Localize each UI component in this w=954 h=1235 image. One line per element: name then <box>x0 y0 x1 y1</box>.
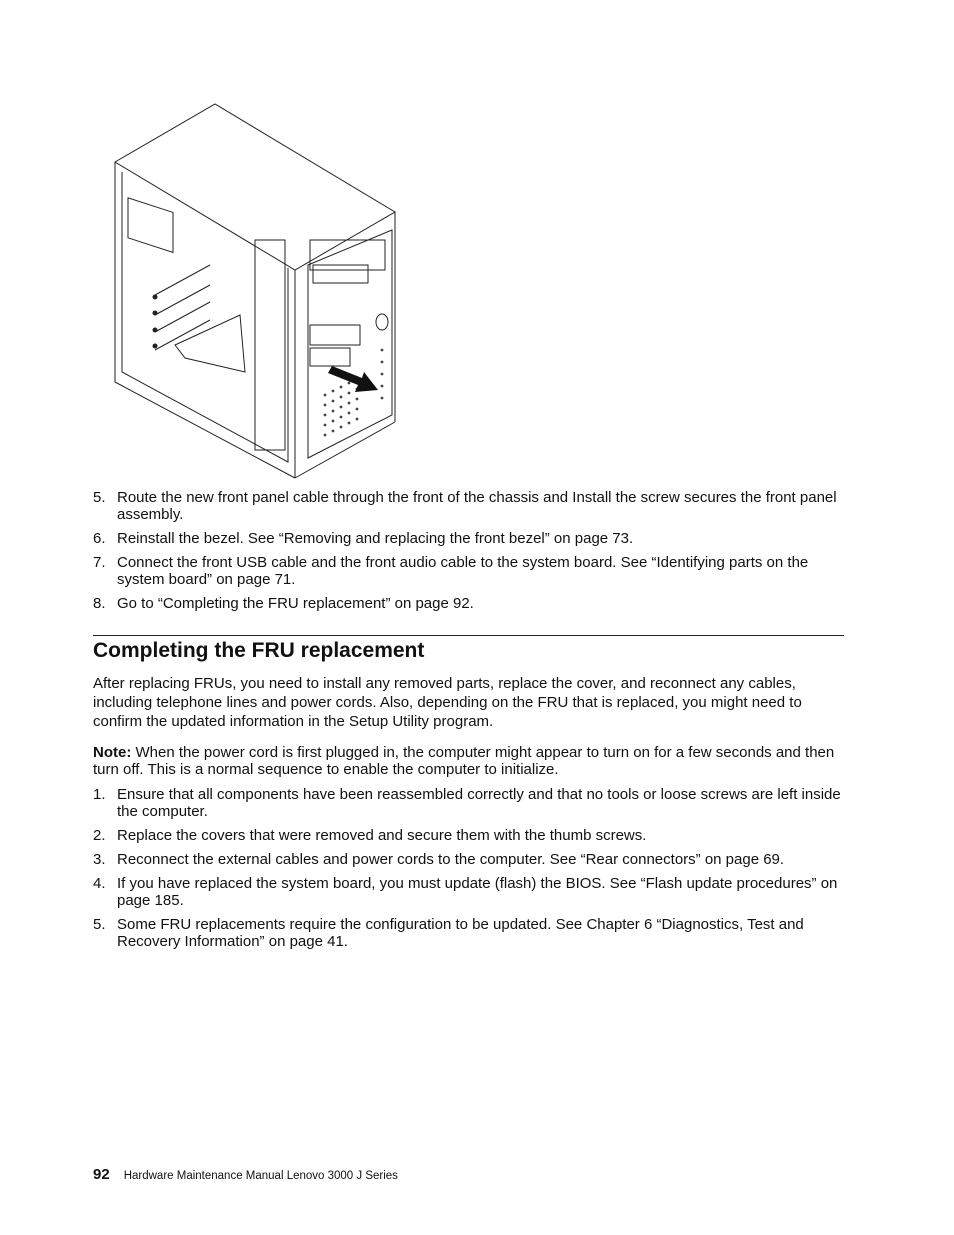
page-footer <box>93 1166 398 1183</box>
list-item: 5. Route the new front panel cable through the front of the chassis and Install the screw secures the front panel assembly. <box>93 489 837 523</box>
list-item: 6. Reinstall the bezel. See “Removing and replacing the front bezel” on page 73. <box>93 530 634 547</box>
note-label: Note: <box>93 744 132 761</box>
section-heading: Completing the FRU replacement <box>93 639 425 662</box>
note-text: When the power cord is first plugged in, the computer might appear to turn on for a few seconds and then turn off. This is a normal sequence to enable the computer to initialize. <box>93 744 835 778</box>
list-item: 3. Reconnect the external cables and power cords to the computer. See “Rear connectors” on page 69. <box>93 851 785 868</box>
list-item: 2. Replace the covers that were removed and secure them with the thumb screws. <box>93 827 647 844</box>
list-item: 5. Some FRU replacements require the configuration to be updated. See Chapter 6 “Diagnostics, Test and Recovery Information” on page 41. <box>93 916 804 950</box>
list-item: 1. Ensure that all components have been reassembled correctly and that no tools or loose screws are left inside the computer. <box>93 786 841 820</box>
steps-list-top <box>93 489 848 619</box>
intro-paragraph: After replacing FRUs, you need to install any removed parts, replace the cover, and reconnect any cables, including telephone lines and power cords. Also, depending on the FRU that is replaced, you might need to confirm the updated information in the Setup Utility program. <box>93 675 802 730</box>
list-item: 7. Connect the front USB cable and the front audio cable to the system board. See “Identifying parts on the system board” on page 71. <box>93 554 809 588</box>
page-number: 92 <box>93 1166 110 1183</box>
list-item: 4. If you have replaced the system board, you must update (flash) the BIOS. See “Flash update procedures” on page 185. <box>93 875 838 909</box>
list-item: 8. Go to “Completing the FRU replacement” on page 92. <box>93 595 474 612</box>
chassis-illustration <box>110 100 410 485</box>
steps-list-bottom <box>93 786 848 957</box>
section-divider <box>93 635 844 636</box>
footer-title: Hardware Maintenance Manual Lenovo 3000 J Series <box>123 1170 398 1182</box>
note-paragraph <box>93 744 848 778</box>
